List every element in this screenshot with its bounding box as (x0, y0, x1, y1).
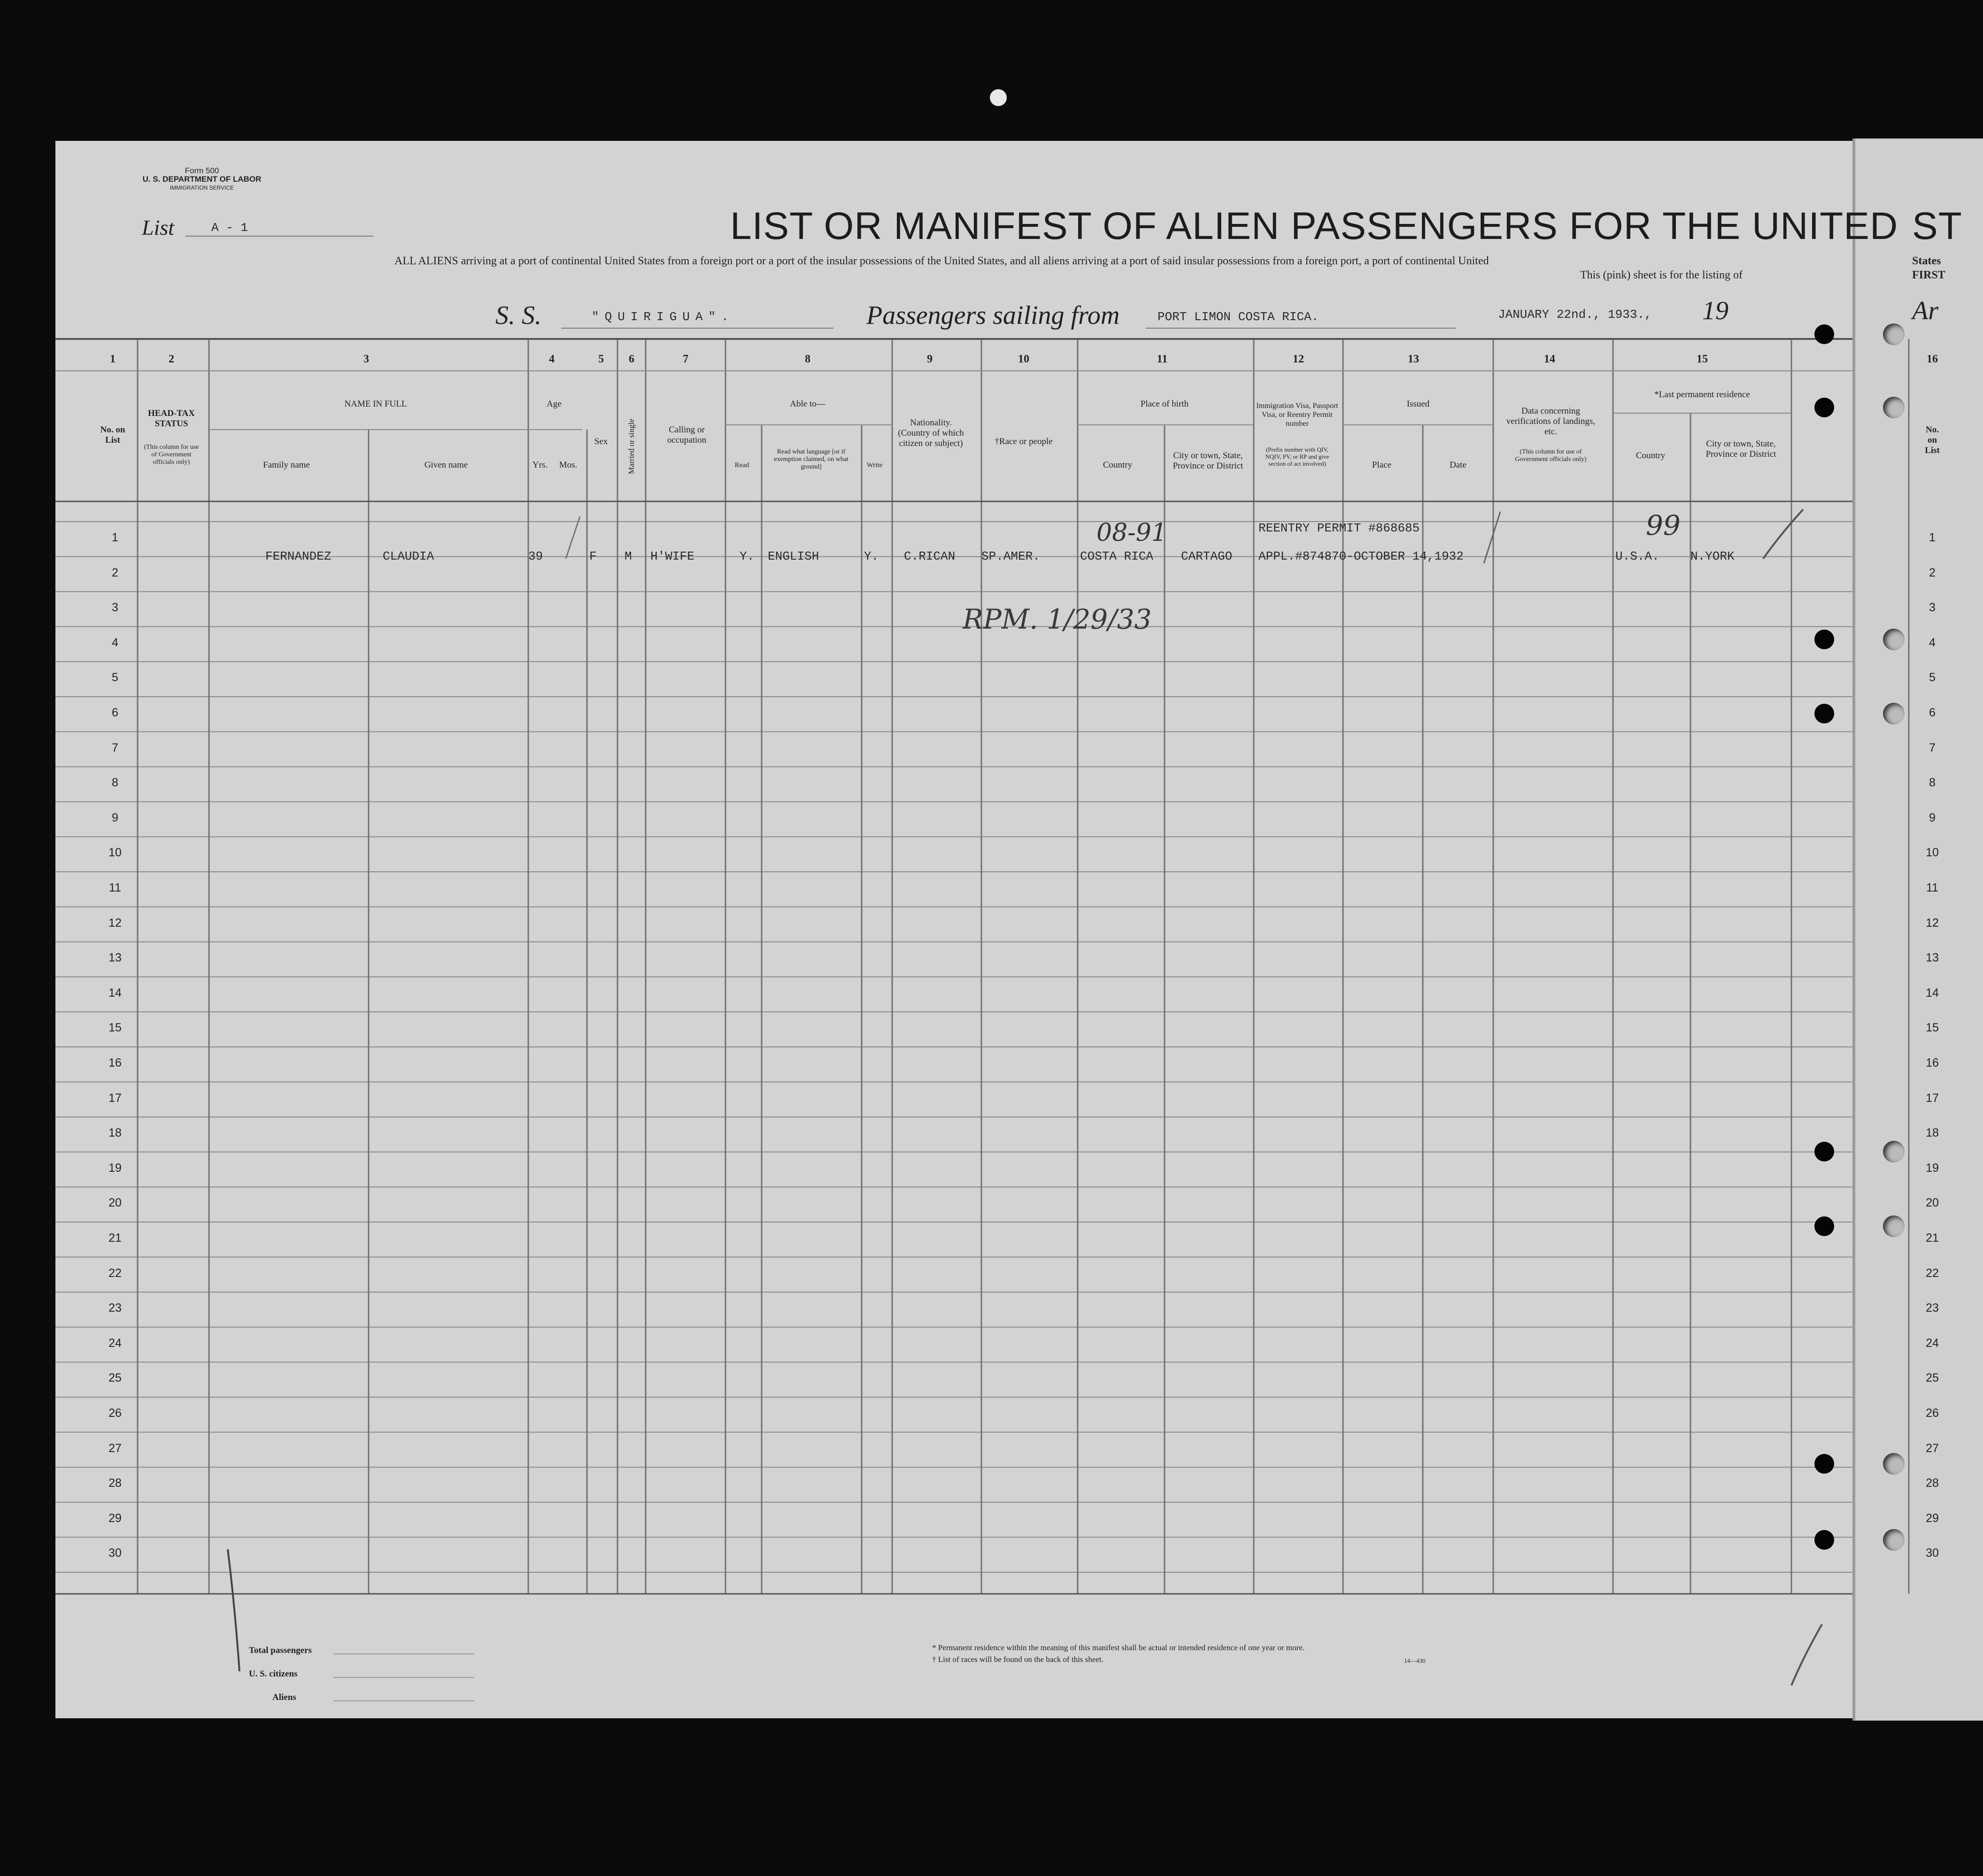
punch-hole-ring (1883, 629, 1905, 650)
punch-hole-ring (1883, 397, 1905, 418)
hdr-name-in-full: NAME IN FULL (344, 399, 407, 409)
row-number: 1 (112, 531, 118, 544)
footer-aliens-label: Aliens (272, 1692, 296, 1702)
row-number: 28 (108, 1476, 122, 1490)
hdr-last-residence: *Last permanent residence (1654, 390, 1750, 400)
row-number: 23 (108, 1301, 122, 1315)
right-row-number: 4 (1929, 636, 1936, 649)
punch-hole-ring (1883, 1215, 1905, 1237)
hdr-visa-note: (Prefix number with QIV, NQIV, PV, or RP and give section of act involved) (1265, 446, 1329, 467)
row1-language: ENGLISH (768, 549, 819, 563)
row-number: 2 (112, 566, 118, 579)
row-number: 6 (112, 706, 118, 719)
row1-sex: F (589, 549, 597, 563)
hdr-read-language: Read what language [or if exemption claimed, on what ground] (774, 448, 849, 470)
row-number: 30 (108, 1546, 122, 1560)
right-row-number: 11 (1926, 881, 1938, 894)
right-row-number: 23 (1926, 1301, 1939, 1315)
right-row-number: 19 (1926, 1161, 1939, 1175)
row1-nationality: C.RICAN (904, 549, 956, 563)
row-number: 19 (108, 1161, 122, 1175)
row1-write: Y. (864, 549, 879, 563)
footer-aliens-line (333, 1700, 474, 1701)
tick-mark-age (566, 516, 580, 559)
pen-stroke (228, 1549, 239, 1671)
punch-hole (1814, 1142, 1834, 1161)
punch-hole (1814, 1454, 1834, 1474)
service: IMMIGRATION SERVICE (170, 185, 234, 191)
column-number: 9 (927, 353, 933, 365)
hdr-race: †Race or people (995, 437, 1053, 446)
column-number: 11 (1157, 353, 1168, 365)
right-row-number: 20 (1926, 1196, 1939, 1210)
right-row-number: 12 (1926, 916, 1939, 930)
row1-birth-city: CARTAGO (1181, 549, 1233, 563)
footnote-races: † List of races will be found on the back of this sheet. (932, 1655, 1103, 1664)
hdr-mos: Mos. (559, 460, 578, 470)
footer-citizens-label: U. S. citizens (249, 1669, 298, 1679)
right-row-number: 22 (1926, 1266, 1939, 1280)
subtitle-line-2: This (pink) sheet is for the listing of (1580, 269, 1743, 281)
hdr-data-concerning: Data concerning verifications of landings, etc. (1506, 406, 1596, 437)
punch-hole (1814, 398, 1834, 417)
row-number: 3 (112, 601, 118, 615)
check-mark-row1 (1763, 509, 1803, 559)
hdr-nationality: Nationality. (Country of which citizen or subject) (898, 418, 964, 448)
sailing-date: JANUARY 22nd., 1933., (1498, 308, 1652, 322)
subtitle-line-1: ALL ALIENS arriving at a port of continental United States from a foreign port or a port of the insular possessions of the United States, and all aliens arriving at a port of said insular possessions from a foreign port, a port of continental United (394, 255, 1489, 267)
row-number: 11 (109, 881, 121, 894)
year-prefix: 19 (1702, 296, 1728, 325)
punch-hole (1814, 324, 1834, 344)
row1-occupation: H'WIFE (650, 549, 694, 563)
right-row-number: 5 (1929, 671, 1936, 684)
punch-hole-ring (1883, 1141, 1905, 1162)
row-number: 13 (108, 951, 122, 965)
punch-hole-ring (1883, 1529, 1905, 1551)
departure-port: PORT LIMON COSTA RICA. (1157, 310, 1319, 324)
hdr-res-country: Country (1636, 451, 1666, 461)
row-number: 15 (108, 1021, 122, 1035)
row-number: 8 (112, 776, 118, 790)
handwritten-stamp: RPM. 1/29/33 (963, 603, 1152, 635)
column-number: 7 (683, 353, 688, 365)
right-row-number: 28 (1926, 1476, 1939, 1490)
right-row-number: 13 (1926, 951, 1939, 965)
row-number: 10 (108, 846, 122, 860)
row-number: 14 (108, 986, 122, 1000)
hdr-head-tax: HEAD-TAX STATUS (148, 408, 195, 429)
row1-age-years: 39 (528, 549, 543, 563)
row1-res-city: N.YORK (1690, 549, 1735, 563)
column-number: 14 (1544, 353, 1555, 365)
hdr-no-on-list: No. on List (100, 425, 125, 445)
row1-res-country: U.S.A. (1615, 549, 1659, 563)
row-number: 21 (108, 1231, 122, 1245)
form-number: Form 500 (185, 166, 219, 175)
right-row-number: 26 (1926, 1407, 1939, 1420)
punch-hole-ring (1883, 323, 1905, 345)
hdr-yrs: Yrs. (532, 460, 548, 470)
hdr-head-tax-note: (This column for use of Government officials only) (144, 444, 199, 466)
punch-hole (1814, 704, 1834, 723)
row1-given-name: CLAUDIA (383, 549, 434, 563)
column-number: 1 (110, 353, 116, 365)
column-number: 13 (1408, 353, 1419, 365)
right-row-number: 1 (1929, 531, 1936, 544)
right-col-16: 16 (1927, 353, 1938, 365)
department: U. S. DEPARTMENT OF LABOR (142, 175, 262, 184)
footer-total-label: Total passengers (249, 1645, 312, 1655)
row-number: 4 (112, 636, 118, 649)
row-number: 5 (112, 671, 118, 684)
right-no-on-list: No. on List (1925, 425, 1940, 455)
row1-race: SP.AMER. (981, 549, 1040, 563)
hdr-visa: Immigration Visa, Passport Visa, or Reentry Permit number (1256, 402, 1338, 428)
tick-mark (1484, 512, 1500, 563)
check-mark-footer (1791, 1624, 1822, 1685)
hdr-read: Read (734, 461, 749, 469)
row-number: 25 (108, 1371, 122, 1385)
hdr-age: Age (547, 399, 562, 409)
column-number: 4 (549, 353, 555, 365)
row1-reentry-permit: REENTRY PERMIT #868685 (1258, 521, 1420, 535)
handwritten-code-2: 99 (1646, 509, 1681, 541)
row1-married: M (625, 549, 632, 563)
right-row-number: 9 (1929, 811, 1936, 824)
right-row-number: 15 (1926, 1021, 1939, 1035)
footnote-residence: * Permanent residence within the meaning of this manifest shall be actual or intended residence of one year or more. (932, 1643, 1305, 1652)
right-row-number: 10 (1926, 846, 1939, 860)
right-row-number: 6 (1929, 706, 1936, 719)
column-number: 15 (1697, 353, 1708, 365)
punch-hole-ring (1883, 1453, 1905, 1475)
right-line-states: States (1912, 255, 1941, 267)
row1-family-name: FERNANDEZ (265, 549, 332, 563)
row-number: 12 (108, 916, 122, 930)
row-number: 9 (112, 811, 118, 824)
row-number: 22 (108, 1266, 122, 1280)
right-line-first: FIRST (1912, 269, 1945, 281)
column-number: 5 (598, 353, 604, 365)
right-row-number: 3 (1929, 601, 1936, 615)
manifest-title: LIST OR MANIFEST OF ALIEN PASSENGERS FOR THE UNITED (730, 205, 1898, 247)
sailing-label: Passengers sailing from (866, 301, 1120, 330)
right-row-number: 7 (1929, 741, 1936, 754)
row-number: 26 (108, 1407, 122, 1420)
row-number: 29 (108, 1511, 122, 1525)
hdr-data-note: (This column for use of Government officials only) (1515, 448, 1587, 463)
hdr-issued-date: Date (1450, 460, 1466, 470)
right-line-ar: Ar (1912, 296, 1938, 325)
punch-hole-ring (1883, 703, 1905, 724)
hdr-place-of-birth: Place of birth (1140, 399, 1189, 409)
right-row-number: 24 (1926, 1336, 1939, 1350)
footer-citizens-line (333, 1677, 474, 1678)
punch-hole (1814, 1530, 1834, 1550)
row-number: 24 (108, 1336, 122, 1350)
row-number: 7 (112, 741, 118, 754)
hdr-birth-country: Country (1103, 460, 1133, 470)
hdr-sex: Sex (594, 437, 608, 446)
right-row-number: 30 (1926, 1546, 1939, 1560)
punch-hole (1814, 1216, 1834, 1236)
column-number: 10 (1018, 353, 1029, 365)
right-row-number: 2 (1929, 566, 1936, 579)
right-title-fragment: ST (1912, 205, 1962, 247)
hdr-given-name: Given name (424, 460, 468, 470)
column-number: 3 (363, 353, 369, 365)
hdr-issued-place: Place (1372, 460, 1392, 470)
ship-name: "QUIRIGUA". (592, 310, 734, 324)
column-number: 6 (629, 353, 634, 365)
right-row-number: 14 (1926, 986, 1939, 1000)
hdr-res-city: City or town, State, Province or District (1705, 439, 1776, 459)
row1-application: APPL.#874870-OCTOBER 14,1932 (1258, 549, 1464, 563)
right-row-number: 25 (1926, 1371, 1939, 1385)
row-number: 16 (108, 1056, 122, 1069)
column-number: 8 (805, 353, 810, 365)
form-code: 14—430 (1404, 1657, 1426, 1664)
column-number: 12 (1293, 353, 1304, 365)
hdr-married: Married or single (627, 418, 636, 475)
row1-birth-country: COSTA RICA (1080, 549, 1154, 563)
hdr-able-to: Able to— (790, 399, 826, 409)
list-label: List (142, 215, 175, 239)
hdr-birth-city: City or town, State, Province or District (1173, 451, 1243, 471)
right-row-number: 29 (1926, 1511, 1939, 1525)
hdr-issued: Issued (1406, 399, 1430, 409)
right-row-number: 17 (1926, 1091, 1939, 1105)
list-value: A - 1 (211, 221, 248, 235)
right-row-number: 27 (1926, 1441, 1939, 1455)
hdr-calling: Calling or occupation (667, 425, 707, 445)
right-row-number: 21 (1926, 1231, 1939, 1245)
hdr-write: Write (866, 461, 883, 469)
right-row-number: 16 (1926, 1056, 1939, 1069)
right-row-number: 8 (1929, 776, 1936, 790)
right-row-number: 18 (1926, 1126, 1939, 1140)
row1-read: Y. (740, 549, 755, 563)
row-number: 18 (108, 1126, 122, 1140)
column-number: 2 (169, 353, 174, 365)
row-number: 17 (108, 1091, 122, 1105)
ss-label: S. S. (495, 301, 541, 330)
hdr-family-name: Family name (263, 460, 310, 470)
punch-hole (1814, 630, 1834, 649)
footer-total-line (333, 1653, 474, 1654)
handwritten-code-1: 08-91 (1096, 519, 1167, 547)
row-number: 27 (108, 1441, 122, 1455)
row-number: 20 (108, 1196, 122, 1210)
